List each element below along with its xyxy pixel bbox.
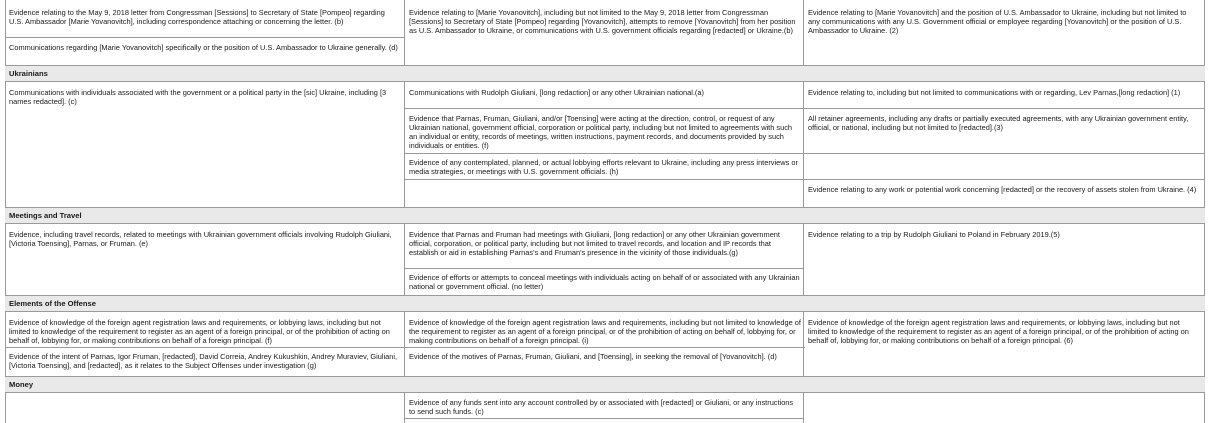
section-heading-ukrainians: Ukrainians bbox=[9, 69, 48, 78]
row-divider bbox=[5, 347, 805, 348]
meetings-col2-cell-b: Evidence of efforts or attempts to conceal meetings with individuals acting on behalf of or associated with any Ukrainian national or government official. (no letter) bbox=[409, 273, 800, 291]
section-heading-offense: Elements of the Offense bbox=[9, 299, 96, 308]
row1-col3-cell: Evidence relating to [Marie Yovanovitch] and the position of U.S. Ambassador to Ukraine, including but not limited to any communications with any U.S. Government official or employee regarding [Yovanovitch] or the position of U.S. Ambassador to Ukraine. (2) bbox=[808, 8, 1187, 35]
offense-col2-cell-b: Evidence of the motives of Parnas, Fruman, Giuliani, and [Toensing], in seeking the removal of [Yovanovitch]. (d) bbox=[409, 352, 777, 361]
row1-col1-cell-b: Communications regarding [Marie Yovanovitch] specifically or the position of U.S. Ambassador to Ukraine generally. (d) bbox=[9, 43, 398, 52]
row-divider bbox=[404, 153, 804, 154]
ukrainians-col3-cell-a: Evidence relating to, including but not limited to communications with or regarding, Lev Parnas,[long redaction] (1) bbox=[808, 88, 1181, 97]
ukrainians-col2-cell-a: Communications with Rudolph Giuliani, [long redaction] or any other Ukrainian national.(a) bbox=[409, 88, 704, 97]
row-divider bbox=[404, 179, 1204, 180]
section-band-meetings bbox=[5, 207, 1205, 224]
ukrainians-col2-cell-b: Evidence that Parnas, Fruman, Giuliani, and/or [Toensing] were acting at the direction, control, or request of any Ukrainian national, government official, corporation or political party, including but not limited to agreements with such an individual or entity, records of meetings, written instructions, payment records, and documents provided by such individuals or entities. (f) bbox=[409, 114, 793, 150]
offense-col1-cell-b: Evidence of the intent of Parnas, Igor Fruman, [redacted], David Correia, Andrey Kukushkin, Andrey Muraviev, Giuliani, [Victoria Toensing], and [redacted], as it relates to the Subject Offenses under investigation (g) bbox=[9, 352, 398, 370]
row-divider bbox=[803, 153, 1204, 154]
meetings-col1-cell: Evidence, including travel records, related to meetings with Ukrainian government officials involving Rudolph Giuliani, [Victoria Toensing], Parnas, or Fruman. (e) bbox=[9, 230, 392, 248]
ukrainians-col3-cell-c: Evidence relating to any work or potential work concerning [redacted] or the recovery of assets stolen from Ukraine. (4) bbox=[808, 185, 1197, 194]
ukrainians-col2-cell-c: Evidence of any contemplated, planned, or actual lobbying efforts relevant to Ukraine, including any press interviews or media strategies, or meetings with U.S. government officials. (h) bbox=[409, 158, 798, 176]
row-divider bbox=[404, 108, 804, 109]
row-divider bbox=[803, 108, 1204, 109]
row-divider bbox=[5, 37, 405, 38]
section-band-offense bbox=[5, 295, 1205, 312]
ukrainians-col3-cell-b: All retainer agreements, including any drafts or partially executed agreements, with any Ukrainian government entity, official, or national, including but not limited to [redacted].(3) bbox=[808, 114, 1189, 132]
money-col2-cell: Evidence of any funds sent into any account controlled by or associated with [redacted] or Giuliani, or any instructions to send such funds. (c) bbox=[409, 398, 794, 416]
section-band-ukrainians bbox=[5, 65, 1205, 82]
row1-col1-cell-a: Evidence relating to the May 9, 2018 letter from Congressman [Sessions] to Secretary of State [Pompeo] regarding U.S. Ambassador [Marie Yovanovitch], including correspondence attaching or concerning the letter. (b) bbox=[9, 8, 385, 26]
meetings-col2-cell-a: Evidence that Parnas and Fruman had meetings with Giuliani, [long redaction] or any other Ukrainian government official, corporation, or political party, including but not limited to travel records, and location and IP records that establish or aid in establishing Parnas's and Fruman's presence in the vicinity of those individuals.(g) bbox=[409, 230, 780, 257]
offense-col3-cell: Evidence of knowledge of the foreign agent registration laws and requirements, or lobbying laws, including but not limited to knowledge of the requirement to register as an agent of a foreign principal, or of the prohibition of acting on behalf of, lobbying for, or making contributions on behalf of a foreign principal. (6) bbox=[808, 318, 1189, 345]
meetings-col3-cell: Evidence relating to a trip by Rudolph Giuliani to Poland in February 2019.(5) bbox=[808, 230, 1060, 239]
offense-col1-cell-a: Evidence of knowledge of the foreign agent registration laws and requirements, or lobbying laws, including but not limited to knowledge of the requirement to register as an agent of a foreign principal, or of the prohibition of acting on behalf of, lobbying for, or making contributions on behalf of a foreign principal. (f) bbox=[9, 318, 390, 345]
section-heading-meetings: Meetings and Travel bbox=[9, 211, 82, 220]
section-band-money bbox=[5, 376, 1205, 393]
row-divider bbox=[404, 268, 804, 269]
ukrainians-col1-cell: Communications with individuals associated with the government or a political party in the [sic] Ukraine, including [3 names redacted]. (c) bbox=[9, 88, 387, 106]
row1-col2-cell: Evidence relating to [Marie Yovanovitch], including but not limited to the May 9, 2018 letter from Congressman [Sessions] to Secretary of State [Pompeo] regarding [Yovanovitch], attempts to remove [Yovanovitch] from her position as U.S. Ambassador to Ukraine, or communications with U.S. government officials regarding [redacted] or Ukraine.(b) bbox=[409, 8, 796, 35]
offense-col2-cell-a: Evidence of knowledge of the foreign agent registration laws and requirements, including but not limited to knowledge of the requirement to register as an agent of a foreign principal, or of the prohibition of acting on behalf of, lobbying for, or making contributions on behalf of a foreign principal. (i) bbox=[409, 318, 801, 345]
section-heading-money: Money bbox=[9, 380, 34, 389]
row-divider bbox=[404, 418, 804, 419]
